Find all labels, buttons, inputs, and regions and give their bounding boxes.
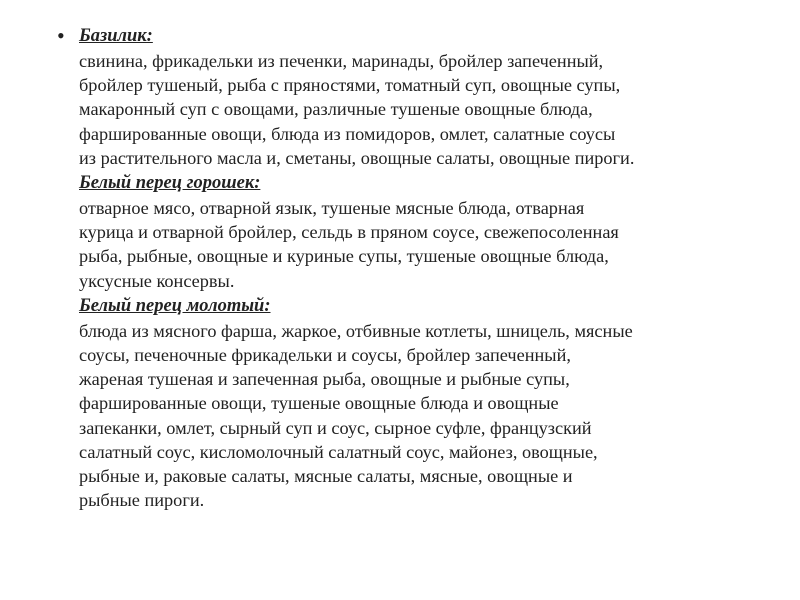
section-line: макаронный суп с овощами, различные тушеные овощные блюда,	[79, 99, 593, 120]
section-white-pepper-whole	[79, 170, 779, 293]
section-title-white-pepper-ground: Белый перец молотый:	[79, 295, 271, 316]
section-line: свинина, фрикадельки из печенки, маринады, бройлер запеченный,	[79, 51, 604, 71]
section-basil	[79, 23, 779, 170]
section-line: рыбные и, раковые салаты, мясные салаты, мясные, овощные и	[79, 466, 573, 487]
section-line: фаршированные овощи, блюда из помидоров, омлет, салатные соусы	[79, 123, 616, 144]
section-line: салатный соус, кисломолочный салатный соус, майонез, овощные,	[79, 441, 598, 462]
section-line: рыбные пироги.	[79, 490, 205, 511]
section-line: соусы, печеночные фрикадельки и соусы, бройлер запеченный,	[79, 345, 571, 366]
section-line: отварное мясо, отварной язык, тушеные мясные блюда, отварная	[79, 198, 585, 219]
section-line: бройлер тушеный, рыба с пряностями, томатный суп, овощные супы,	[79, 75, 621, 96]
section-white-pepper-ground	[79, 293, 779, 513]
bullet-text-block	[79, 23, 779, 512]
section-line: курица и отварной бройлер, сельдь в пряном соусе, свежепосоленная	[79, 222, 619, 243]
section-line: рыба, рыбные, овощные и куриные супы, тушеные овощные блюда,	[79, 246, 609, 267]
section-title-basil: Базилик:	[79, 26, 153, 46]
section-line: запеканки, омлет, сырный суп и соус, сырное суфле, французский	[79, 417, 592, 438]
section-line: уксусные консервы.	[79, 270, 235, 291]
section-line: жареная тушеная и запеченная рыба, овощные и рыбные супы,	[79, 369, 570, 390]
section-line: из растительного масла и, сметаны, овощные салаты, овощные пироги.	[79, 147, 635, 168]
section-title-white-pepper-whole: Белый перец горошек:	[79, 173, 261, 194]
bullet-marker: •	[57, 23, 65, 48]
section-line: блюда из мясного фарша, жаркое, отбивные котлеты, шницель, мясные	[79, 320, 633, 341]
section-line: фаршированные овощи, тушеные овощные блюда и овощные	[79, 393, 559, 414]
